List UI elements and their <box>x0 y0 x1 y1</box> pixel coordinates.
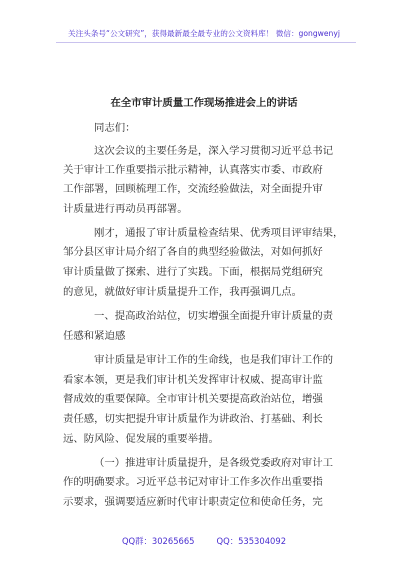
section-heading: 任感和紧迫感 <box>63 330 126 342</box>
body-line: 这次会议的主要任务是，深入学习贯彻习近平总书记 <box>94 145 333 157</box>
body-line: 审计质量是审计工作的生命线，也是我们审计工作的 <box>94 354 333 366</box>
body-line: 关于审计工作重要指示批示精神，认真落实市委、市政府 <box>63 164 323 176</box>
qq-number: QQ：535304092 <box>216 536 287 546</box>
subsection-heading: （一）推进审计质量提升，是各级党委政府对审计工 <box>94 457 333 469</box>
body-line: 刚才，通报了审计质量检查结果、优秀项目评审结果， <box>94 227 344 239</box>
header-banner: 关注头条号“公文研究”，获得最新最全最专业的公文资料库！ 微信：gongwenyj <box>68 29 340 38</box>
qq-group-number: QQ群：30265665 <box>121 536 195 546</box>
body-line: 远、防风险、促发展的重要举措。 <box>63 433 219 445</box>
section-heading: 一、提高政治站位，切实增强全面提升审计质量的责 <box>94 310 333 322</box>
body-line: 审计质量做了探索、进行了实践。下面，根据局党组研究 <box>63 266 323 278</box>
header-divider <box>56 42 356 43</box>
body-line: 工作部署，回顾梳理工作，交流经验做法，对全面提升审 <box>63 183 323 195</box>
body-line: 邹分县区审计局介绍了各自的典型经验做法，对如何抓好 <box>63 246 323 258</box>
footer-contact <box>0 535 408 547</box>
salutation: 同志们： <box>94 122 136 134</box>
body-line: 计质量进行再动员再部署。 <box>63 203 188 215</box>
body-line: 责任感，切实把提升审计质量作为讲政治、打基础、利长 <box>63 413 323 425</box>
body-line: 作的明确要求。习近平总书记对审计工作多次作出重要指 <box>63 476 323 488</box>
body-line: 督成效的重要保障。全市审计机关要提高政治站位，增强 <box>63 393 323 405</box>
body-line: 看家本领，更是我们审计机关发挥审计权威、提高审计监 <box>63 374 323 386</box>
body-line: 的意见，就做好审计质量提升工作，我再强调几点。 <box>63 286 302 298</box>
document-title: 在全市审计质量工作现场推进会上的讲话 <box>110 97 298 109</box>
body-line: 示要求，强调要适应新时代审计职责定位和使命任务，完 <box>63 496 323 508</box>
